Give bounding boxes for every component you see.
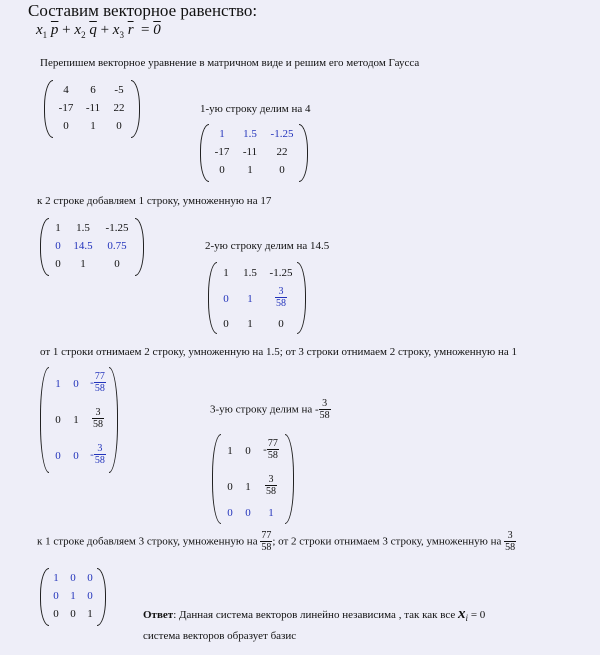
matrix-step-4: 1 0 - $\frac{77}{58}$ 0 1 $\frac{3}{58}$ 0 0 - $\frac{3}{58}$ bbox=[40, 367, 118, 473]
answer-conclusion: система векторов образует базис bbox=[143, 630, 297, 642]
step-1-text: 1-ую строку делим на 4 bbox=[200, 103, 311, 115]
step-4-text: от 1 строки отнимаем 2 строку, умноженную на 1.5; от 3 строки отнимаем 2 строку, умноженную на 1 bbox=[40, 346, 517, 358]
matrix-initial: 4 6 -5 -17 -11 22 0 1 0 bbox=[44, 80, 140, 138]
matrix-step-2: 1 1.5 -1.25 0 14.5 0.75 0 1 0 bbox=[40, 218, 144, 276]
matrix-step-1: 1 1.5 -1.25 -17 -11 22 0 1 0 bbox=[200, 124, 308, 182]
step-2-text: к 2 строке добавляем 1 строку, умноженную на 17 bbox=[37, 195, 272, 207]
answer-text: Ответ: Данная система векторов линейно независима , так как все $x_i = 0$ bbox=[143, 606, 486, 624]
step-6-text: к 1 строке добавляем 3 строку, умноженную на $\frac{77}{58}$ ; от 2 строки отнимаем 3 строку, умноженную на $\frac{3}{58}$ bbox=[37, 530, 516, 553]
matrix-identity: 1 0 0 0 1 0 0 0 1 bbox=[40, 568, 106, 626]
matrix-step-5: 1 0 - $\frac{77}{58}$ 0 1 $\frac{3}{58}$ 0 0 1 bbox=[212, 434, 294, 524]
intro-text: Перепишем векторное уравнение в матричном виде и решим его методом Гаусса bbox=[40, 57, 420, 69]
step-5-text: 3-ую строку делим на - $\frac{3}{58}$ bbox=[210, 398, 330, 421]
vector-equation: $x_1$ $\overline{p} + x_2$ $\overline{q} + x_3$ $\overline{r} = 0$ bbox=[36, 22, 161, 40]
step-3-text: 2-ую строку делим на 14.5 bbox=[205, 240, 330, 252]
matrix-step-3: 1 1.5 -1.25 0 1 $\frac{3}{58}$ 0 1 0 bbox=[208, 262, 306, 334]
page-title: Составим векторное равенство: bbox=[28, 1, 258, 20]
